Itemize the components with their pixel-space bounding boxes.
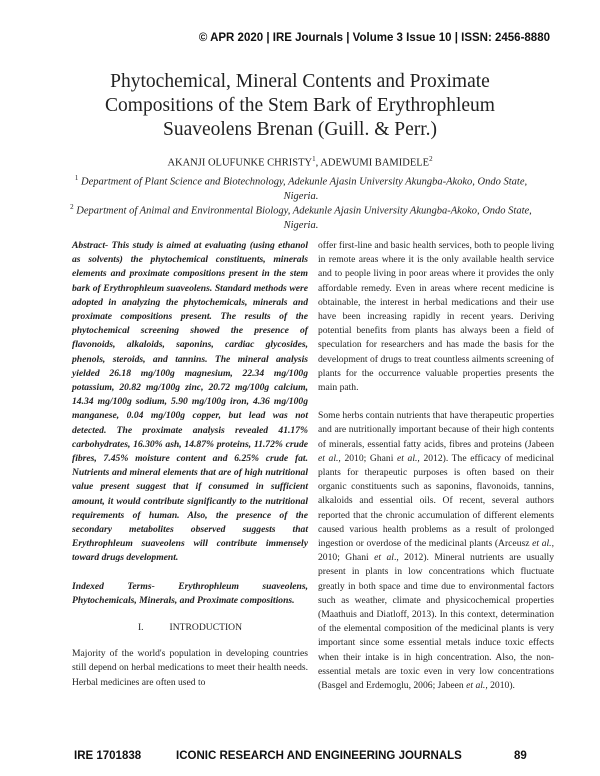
affiliation-mark: 1 — [74, 174, 79, 182]
left-column — [72, 239, 308, 690]
intro-paragraph: offer first-line and basic health services, both to people living in remote areas where it is the only available health service and to people living in poor areas where it provides the only affordable remedy. Even in areas where recent medicine is obtainable, the interest in herbal medications and their use have been increasing rapidly in recent years. Deriving potential benefits from plants has always been a field of speculation for researchers and has made the basis for the development of drugs to treat countless ailments screening of plants for the occurrence valuable properties presents the main path. — [318, 240, 554, 394]
citation-etal: et al., — [466, 680, 488, 692]
citation-etal: et al — [374, 552, 394, 564]
index-terms: Indexed Terms- Erythrophleum suaveolens, Phytochemicals, Minerals, and Proximate compositions. — [72, 580, 308, 606]
journal-header: © APR 2020 | IRE Journals | Volume 3 Issue 10 | ISSN: 2456-8880 — [198, 32, 550, 44]
affiliation-2 — [66, 200, 536, 233]
author-separator: , — [315, 157, 321, 169]
footer-journal-name: ICONIC RESEARCH AND ENGINEERING JOURNALS — [176, 750, 462, 762]
author-name: ADEWUMI BAMIDELE — [320, 157, 430, 169]
title-line: Phytochemical, Mineral Contents and Proximate — [110, 71, 490, 92]
abstract: Abstract- This study is aimed at evaluating (using ethanol as solvents) the phytochemical constituents, minerals elements and proximate compositions present in the stem bark of Erythrophleum suaveolens. Standard methods were adopted in analyzing the phytochemicals, minerals and proximate compositions present. The results of the phytochemical screening showed the presence of flavonoids, alkaloids, saponins, cardiac glycosides, phenols, steroids, and tannins. The mineral analysis yielded 26.18 mg/100g magnesium, 22.34 mg/100g potassium, 20.82 mg/100g zinc, 20.72 mg/100g calcium, 14.34 mg/100g sodium, 5.90 mg/100g iron, 4.36 mg/100g manganese, 0.04 mg/100g copper, but lead was not detected. The proximate analysis revealed 41.17% carbohydrates, 16.30% ash, 14.87% proteins, 11.72% crude fibres, 7.45% moisture content and 6.25% crude fat. Nutrients and mineral elements that are of high nutritional value present suggest that if consumed in sufficient amount, it would contribute significantly to the nutritional requirements of human. Also, the presence of the secondary metabolites observed suggests that Erythrophleum suaveolens will contribute immensely toward drugs development. — [72, 240, 308, 564]
text-run: ., 2012). Mineral nutrients are usually present in plants in low concentrations which fluctuate greatly in both space and time due to environmental factors such as weather, climate and physicochemical properties (Maathuis and Diatloff, 2013). In this context, determination of the elemental composition of the medicinal plants is very important since some essential metals induce toxic effects when their intake is in high concentration. Also, the non-essential metals are toxic even in very low concentrations (Basgel and Erdemoglu, 2006; Jabeen — [318, 552, 554, 692]
title-line: Suaveolens Brenan (Guill. & Perr.) — [162, 119, 438, 140]
author-affiliation-mark: 2 — [429, 155, 433, 163]
author-affiliation-mark: 1 — [312, 155, 316, 163]
affiliation-mark: 2 — [70, 203, 74, 211]
affiliation-1 — [66, 171, 536, 204]
author-name: AKANJI OLUFUNKE CHRISTY — [167, 157, 313, 169]
intro-paragraph: Majority of the world's population in developing countries still depend on herbal medications to meet their health needs. Herbal medicines are often used to — [72, 648, 308, 688]
citation-etal: et al., — [397, 452, 420, 464]
section-title: INTRODUCTION — [169, 622, 243, 634]
citation-etal: et al., — [318, 452, 341, 464]
paper-title — [60, 70, 540, 142]
authors-line — [60, 155, 540, 169]
text-run: 2010). — [487, 680, 515, 692]
page-footer — [0, 750, 600, 766]
page-number: 89 — [514, 750, 527, 762]
title-line: Compositions of the Stem Bark of Erythrophleum — [105, 95, 495, 116]
section-heading — [72, 621, 308, 635]
right-column — [318, 239, 554, 693]
text-run: 2010; Ghani — [318, 552, 375, 564]
text-run: Some herbs contain nutrients that have therapeutic properties and are nutritionally important because of their high contents of minerals, essential fatty acids, fibres and proteins (Jabeen — [318, 410, 554, 450]
intro-paragraph — [318, 409, 554, 693]
section-number: I. — [137, 622, 144, 634]
citation-etal: et al., — [532, 538, 554, 550]
footer-paper-id: IRE 1701838 — [74, 750, 142, 762]
text-run: 2012). The efficacy of medicinal plants for therapeutic purposes is often based on their organic constituents such as saponins, flavonoids, tannins, alkaloids and essential oils. Of recent, several authors reported that the chronic accumulation of different elements caused various health problems as a result of prolonged ingestion or overdose of the medicinal plants (Arceusz — [318, 452, 554, 550]
affiliation-text: Department of Plant Science and Biotechnology, Adekunle Ajasin University Akungba-Akoko, Ondo State, Nigeria. — [78, 176, 528, 202]
text-run: 2010; Ghani — [340, 452, 397, 464]
affiliation-text: Department of Animal and Environmental Biology, Adekunle Ajasin University Akungba-Akoko, Ondo State, Nigeria. — [73, 205, 532, 231]
